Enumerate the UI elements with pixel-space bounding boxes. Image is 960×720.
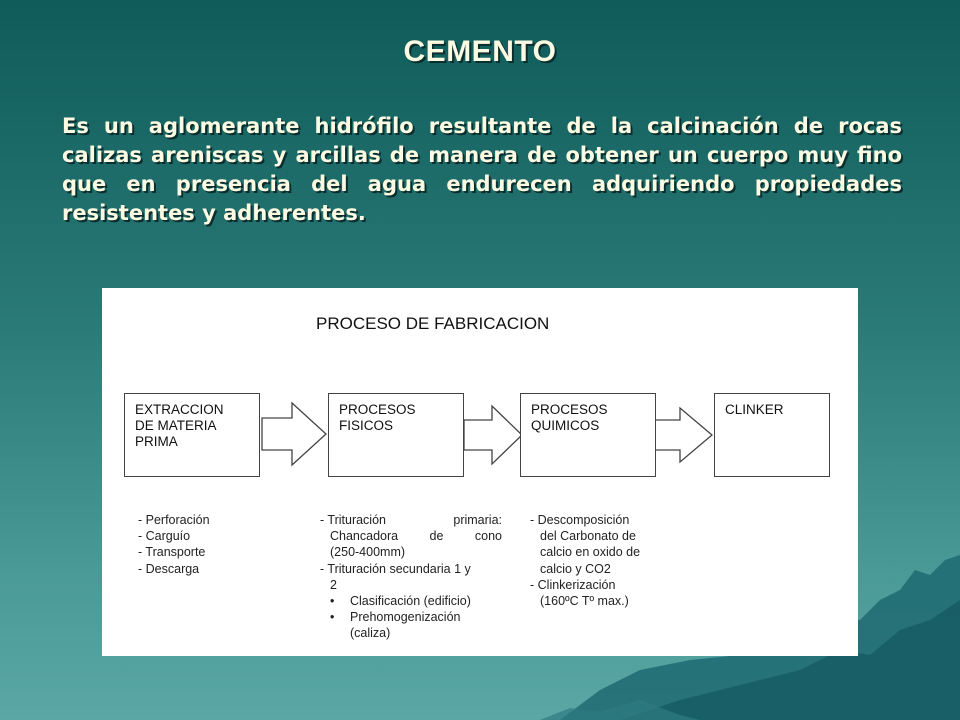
list-text: Chancadora: [330, 529, 399, 544]
step-procesos-quimicos-box: PROCESOS QUIMICOS: [520, 393, 656, 477]
list-item: (160ºC Tº max.): [540, 594, 629, 609]
list-text: primaria:: [453, 513, 502, 527]
list-item: - Descarga: [138, 561, 200, 576]
list-item: [320, 512, 502, 528]
slide-title: CEMENTO: [403, 35, 557, 68]
list-item: - Descomposición: [530, 513, 630, 527]
arrow-3: [650, 408, 712, 462]
slide-description: Es un aglomerante hidrófilo resultante de la calcinación de rocas calizas areniscas y arcillas de manera de obtener un cuerpo muy fino que en presencia del agua endurecen adquiriendo propiedades resistentes y adherentes.: [62, 114, 902, 225]
bullet-icon: •: [330, 594, 335, 609]
list-item: - Perforación: [138, 513, 210, 527]
list-item: (caliza): [350, 626, 391, 641]
step-clinker-box: CLINKER: [714, 393, 830, 477]
procesos-quimicos-list: [530, 512, 640, 609]
list-text: de: [429, 529, 444, 544]
list-item: [320, 609, 502, 625]
step-procesos-fisicos-box: PROCESOS FISICOS: [328, 393, 464, 477]
list-item: - Transporte: [138, 545, 206, 560]
list-item: calcio y CO2: [540, 561, 611, 576]
list-item: - Carguío: [138, 529, 191, 544]
list-text: Prehomogenización: [350, 610, 461, 625]
diagram-title: PROCESO DE FABRICACION: [316, 314, 550, 333]
list-item: [320, 593, 502, 609]
list-item: del Carbonato de: [540, 529, 636, 544]
procesos-fisicos-list: [320, 512, 502, 642]
arrow-2: [464, 406, 522, 464]
list-text: Clasificación (edificio): [350, 594, 471, 609]
list-item: [320, 528, 502, 544]
list-item: (250-400mm): [330, 545, 406, 560]
list-item: - Clinkerización: [530, 577, 616, 592]
list-text: - Trituración: [320, 513, 386, 527]
list-item: - Trituración secundaria 1 y: [320, 561, 471, 576]
arrow-1: [262, 403, 326, 465]
extraccion-steps-list: [138, 512, 210, 577]
list-item: calcio en oxido de: [540, 545, 641, 560]
list-text: cono: [474, 529, 502, 544]
list-item: 2: [330, 577, 337, 592]
step-extraccion-box: EXTRACCION DE MATERIA PRIMA: [124, 393, 260, 477]
bullet-icon: •: [330, 610, 335, 625]
process-diagram: [102, 288, 858, 656]
